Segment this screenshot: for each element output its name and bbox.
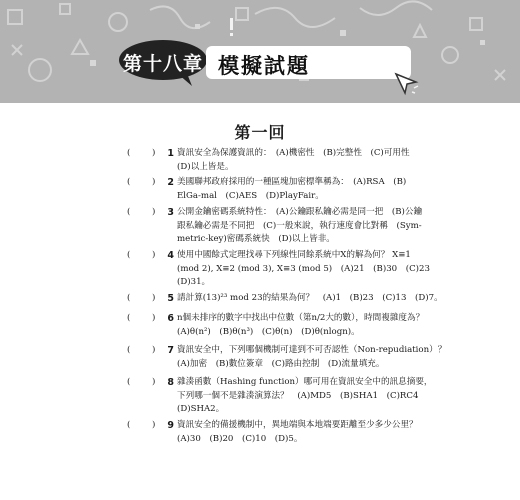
chapter-banner (0, 0, 520, 103)
question-text: 請計算(13)²³ mod 23的結果為何？ (A)1 (B)23 (C)13 (D)7。 (177, 293, 443, 303)
cursor-arrow-icon (394, 72, 420, 96)
question-text: 資訊安全為保護資訊的： (A)機密性 (B)完整性 (C)可用性 (D)以上皆是。 (177, 148, 410, 172)
question-text: 資訊安全中，下列哪個機制可達到不可否認性（Non-repudiation）？ (A)加密 (B)數位簽章 (C)路由控制 (D)流量填充。 (177, 345, 447, 369)
question-number: 6 (167, 313, 174, 324)
question-text: n個未排序的數字中找出中位數（第n/2大的數），時間複雜度為？ (A)θ(n²) (B)θ(n³) (C)θ(n) (D)θ(nlogn)。 (177, 313, 425, 337)
chapter-label-bubble (118, 38, 208, 88)
question-text: 雜湊函數（Hashing function）哪可用在資訊安全中的訊息摘要， 下列哪一個不是雜湊演算法？ (A)MD5 (B)SHA1 (C)RC4 (D)SHA2。 (177, 377, 433, 414)
chapter-title: 模擬試題 (218, 54, 310, 78)
question-text: 公開金鑰密碼系統特性： (A)公鑰跟私鑰必需是同一把 (B)公鑰 跟私鑰必需是不同把 (C)一般來說，執行速度會比對稱 (Sym- metric-key)密碼系統快 (D)以上皆非。 (177, 207, 423, 244)
question-number: 9 (167, 420, 174, 431)
question-text: 美國聯邦政府採用的一種區塊加密標準稱為： (A)RSA (B) ElGa-mal (C)AES (D)PlayFair。 (177, 177, 407, 201)
question-number: 4 (167, 250, 174, 261)
question-number: 8 (167, 377, 174, 388)
question-number: 2 (167, 177, 174, 188)
chapter-label: 第十八章 (122, 53, 203, 75)
question-number: 5 (167, 293, 174, 304)
question-number: 1 (167, 148, 174, 159)
question-text: 資訊安全的備援機制中，異地端與本地端要距離至少多少公里？ (A)30 (B)20 (C)10 (D)5。 (177, 420, 418, 444)
chapter-title-box (206, 46, 411, 79)
question-text: 使用中國餘式定理找尋下列線性同餘系統中X的解為何？ X≡1 (mod 2), X≡2 (mod 3), X≡3 (mod 5) (A)21 (B)30 (C)23 (D)31。 (177, 250, 430, 287)
section-title: 第一回 (234, 123, 286, 142)
question-number: 7 (167, 345, 174, 356)
question-number: 3 (167, 207, 174, 218)
